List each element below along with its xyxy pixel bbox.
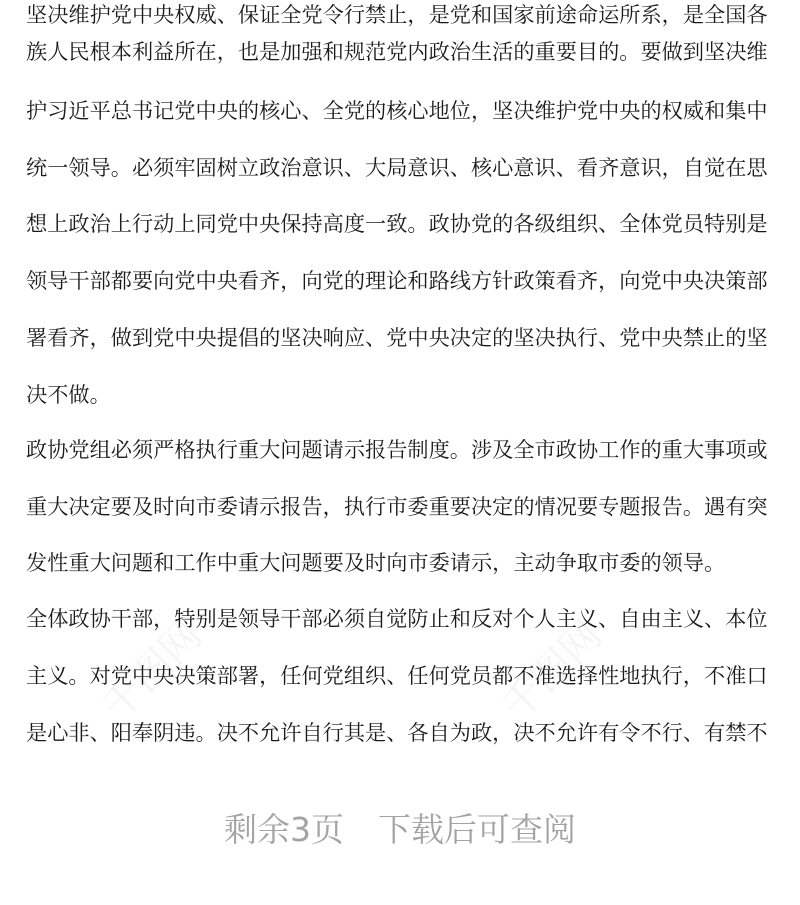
text-line: 重大决定要及时向市委请示报告，执行市委重要决定的情况要专题报告。遇有突 (26, 494, 768, 519)
text-line: 主义。对党中央决策部署，任何党组织、任何党员都不准选择性地执行，不准口 (26, 663, 768, 688)
remaining-pages-label: 剩余3页 (224, 810, 344, 849)
text-line: 发性重大问题和工作中重大问题要及时向市委请示，主动争取市委的领导。 (26, 550, 726, 575)
text-line: 领导干部都要向党中央看齐，向党的理论和路线方针政策看齐，向党中央决策部 (26, 268, 768, 293)
text-line: 政协党组必须严格执行重大问题请示报告制度。涉及全市政协工作的重大事项或 (26, 437, 768, 462)
download-to-view-label: 下载后可查阅 (378, 810, 576, 849)
text-line: 署看齐，做到党中央提倡的坚决响应、党中央决定的坚决执行、党中央禁止的坚 (26, 325, 768, 350)
text-line: 决不做。 (26, 382, 111, 407)
text-line: 统一领导。必须牢固树立政治意识、大局意识、核心意识、看齐意识，自觉在思 (26, 155, 768, 180)
text-line: 护习近平总书记党中央的核心、全党的核心地位，坚决维护党中央的权威和集中 (26, 98, 768, 123)
download-prompt[interactable] (0, 800, 800, 860)
text-line: 想上政治上行动上同党中央保持高度一致。政协党的各级组织、全体党员特别是 (26, 211, 768, 236)
text-line: 是心非、阳奉阴违。决不允许自行其是、各自为政，决不允许有令不行、有禁不 (26, 720, 768, 745)
text-line: 全体政协干部，特别是领导干部必须自觉防止和反对个人主义、自由主义、本位 (26, 606, 768, 631)
text-line: 坚决维护党中央权威、保证全党令行禁止，是党和国家前途命运所系，是全国各 (26, 2, 768, 27)
text-line: 族人民根本利益所在，也是加强和规范党内政治生活的重要目的。要做到坚决维 (26, 39, 768, 64)
